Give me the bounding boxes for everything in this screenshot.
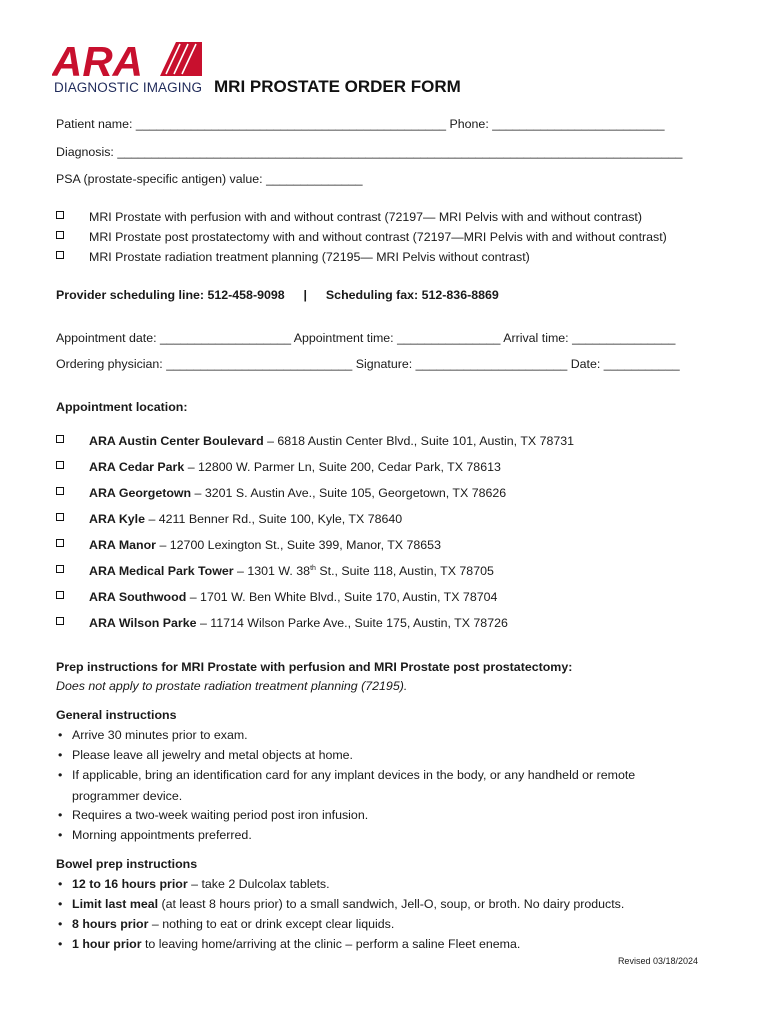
patient-row bbox=[56, 116, 665, 132]
appointment-date-label: Appointment date: bbox=[56, 331, 157, 345]
location-address: – 12800 W. Parmer Ln, Suite 200, Cedar Park, TX 78613 bbox=[184, 460, 501, 474]
location-address: – 12700 Lexington St., Suite 399, Manor, TX 78653 bbox=[156, 538, 441, 552]
location-item bbox=[89, 563, 494, 579]
diagnosis-field[interactable]: __________________________________________________________________________________ bbox=[117, 145, 683, 159]
arrival-time-label: Arrival time: bbox=[503, 331, 569, 345]
logo-subtitle: DIAGNOSTIC IMAGING bbox=[54, 80, 203, 95]
bowel-instruction-text: (at least 8 hours prior) to a small sandwich, Jell-O, soup, or broth. No dairy products. bbox=[158, 897, 625, 911]
location-item bbox=[89, 459, 501, 475]
prep-heading: Prep instructions for MRI Prostate with perfusion and MRI Prostate post prostatectomy: bbox=[56, 660, 573, 674]
exam-option-2-checkbox[interactable] bbox=[56, 231, 64, 239]
ordering-physician-label: Ordering physician: bbox=[56, 357, 163, 371]
page-title: MRI PROSTATE ORDER FORM bbox=[214, 77, 461, 96]
bowel-instruction-text: – take 2 Dulcolax tablets. bbox=[187, 877, 330, 891]
location-name: ARA Austin Center Boulevard bbox=[89, 434, 264, 448]
logo-stripes-icon bbox=[160, 42, 202, 76]
location-checkbox[interactable] bbox=[56, 565, 64, 573]
prep-note: Does not apply to prostate radiation treatment planning (72195). bbox=[56, 679, 408, 693]
appointment-date-field[interactable]: ___________________ bbox=[160, 331, 291, 345]
general-instruction: Please leave all jewelry and metal objects at home. bbox=[72, 748, 354, 762]
phone-label: Phone: bbox=[449, 117, 489, 131]
bowel-instruction bbox=[72, 936, 520, 952]
location-item bbox=[89, 485, 506, 501]
bowel-instruction bbox=[72, 876, 330, 892]
location-item bbox=[89, 589, 497, 605]
diagnosis-label: Diagnosis: bbox=[56, 145, 114, 159]
psa-field[interactable]: ______________ bbox=[266, 172, 363, 186]
general-instruction: If applicable, bring an identification card for any implant devices in the body, or any handheld or remote bbox=[72, 768, 636, 782]
exam-option-2: MRI Prostate post prostatectomy with and without contrast (72197—MRI Pelvis with and without contrast) bbox=[89, 230, 667, 244]
location-checkbox[interactable] bbox=[56, 591, 64, 599]
appointment-time-label: Appointment time: bbox=[293, 331, 394, 345]
scheduling-row bbox=[56, 287, 499, 303]
location-address: – 1301 W. 38 bbox=[233, 564, 311, 578]
general-instruction: Requires a two-week waiting period post iron infusion. bbox=[72, 808, 369, 822]
location-checkbox[interactable] bbox=[56, 539, 64, 547]
location-item bbox=[89, 537, 441, 553]
bowel-prep-heading: Bowel prep instructions bbox=[56, 857, 198, 871]
signature-label: Signature: bbox=[355, 357, 413, 371]
bullet-icon: • bbox=[58, 808, 63, 822]
scheduling-fax: Scheduling fax: 512-836-8869 bbox=[325, 288, 499, 302]
general-instruction: Morning appointments preferred. bbox=[72, 828, 252, 842]
bowel-instruction-text: – nothing to eat or drink except clear liquids. bbox=[148, 917, 395, 931]
location-name: ARA Cedar Park bbox=[89, 460, 185, 474]
patient-name-field[interactable]: _____________________________________________ bbox=[135, 117, 447, 131]
location-address: – 4211 Benner Rd., Suite 100, Kyle, TX 78640 bbox=[145, 512, 403, 526]
location-name: ARA Kyle bbox=[89, 512, 145, 526]
location-checkbox[interactable] bbox=[56, 435, 64, 443]
bowel-instruction bbox=[72, 896, 624, 912]
location-name: ARA Georgetown bbox=[89, 486, 192, 500]
revised-date: Revised 03/18/2024 bbox=[617, 956, 698, 966]
locations-heading: Appointment location: bbox=[56, 400, 188, 414]
appointment-row bbox=[56, 330, 675, 346]
location-name: ARA Southwood bbox=[89, 590, 187, 604]
location-address: – 1701 W. Ben White Blvd., Suite 170, Austin, TX 78704 bbox=[186, 590, 498, 604]
bullet-icon: • bbox=[58, 828, 63, 842]
psa-row bbox=[56, 171, 363, 187]
signature-field[interactable]: ______________________ bbox=[415, 357, 568, 371]
location-address: – 3201 S. Austin Ave., Suite 105, Georgetown, TX 78626 bbox=[191, 486, 507, 500]
location-address: St., Suite 118, Austin, TX 78705 bbox=[315, 564, 494, 578]
location-name: ARA Manor bbox=[89, 538, 156, 552]
arrival-time-field[interactable]: _______________ bbox=[572, 331, 676, 345]
appointment-time-field[interactable]: _______________ bbox=[397, 331, 501, 345]
location-name: ARA Wilson Parke bbox=[89, 616, 197, 630]
diagnosis-row bbox=[56, 144, 682, 160]
exam-option-3-checkbox[interactable] bbox=[56, 251, 64, 259]
location-checkbox[interactable] bbox=[56, 617, 64, 625]
bowel-instruction-bold: 8 hours prior bbox=[72, 917, 149, 931]
general-instruction: Arrive 30 minutes prior to exam. bbox=[72, 728, 248, 742]
phone-field[interactable]: _________________________ bbox=[492, 117, 665, 131]
general-instruction-continued: programmer device. bbox=[72, 789, 183, 803]
date-field[interactable]: ___________ bbox=[603, 357, 680, 371]
bullet-icon: • bbox=[58, 728, 63, 742]
location-item bbox=[89, 615, 508, 631]
location-checkbox[interactable] bbox=[56, 461, 64, 469]
bowel-instruction-bold: Limit last meal bbox=[72, 897, 159, 911]
exam-option-1: MRI Prostate with perfusion with and without contrast (72197— MRI Pelvis with and without contrast) bbox=[89, 210, 643, 224]
psa-label: PSA (prostate-specific antigen) value: bbox=[56, 172, 263, 186]
logo-wordmark: ARA bbox=[52, 40, 143, 85]
bowel-instruction bbox=[72, 916, 394, 932]
location-checkbox[interactable] bbox=[56, 487, 64, 495]
bowel-instruction-bold: 1 hour prior bbox=[72, 937, 142, 951]
physician-row bbox=[56, 356, 680, 372]
bullet-icon: • bbox=[58, 937, 63, 951]
bowel-instruction-bold: 12 to 16 hours prior bbox=[72, 877, 188, 891]
patient-name-label: Patient name: bbox=[56, 117, 133, 131]
ordering-physician-field[interactable]: ___________________________ bbox=[166, 357, 353, 371]
date-label: Date: bbox=[570, 357, 601, 371]
location-address: – 6818 Austin Center Blvd., Suite 101, Austin, TX 78731 bbox=[263, 434, 575, 448]
bullet-icon: • bbox=[58, 748, 63, 762]
scheduling-line: Provider scheduling line: 512-458-9098 bbox=[56, 288, 285, 302]
location-name: ARA Medical Park Tower bbox=[89, 564, 234, 578]
location-checkbox[interactable] bbox=[56, 513, 64, 521]
bullet-icon: • bbox=[58, 768, 63, 782]
bullet-icon: • bbox=[58, 917, 63, 931]
location-address: – 11714 Wilson Parke Ave., Suite 175, Austin, TX 78726 bbox=[196, 616, 508, 630]
exam-option-1-checkbox[interactable] bbox=[56, 211, 64, 219]
bullet-icon: • bbox=[58, 897, 63, 911]
exam-option-3: MRI Prostate radiation treatment planning (72195— MRI Pelvis without contrast) bbox=[89, 250, 530, 264]
bullet-icon: • bbox=[58, 877, 63, 891]
bowel-instruction-text: to leaving home/arriving at the clinic – perform a saline Fleet enema. bbox=[141, 937, 521, 951]
general-instructions-heading: General instructions bbox=[56, 708, 177, 722]
location-address-sup: th bbox=[310, 564, 316, 572]
location-item bbox=[89, 511, 402, 527]
location-item bbox=[89, 433, 574, 449]
scheduling-separator: | bbox=[303, 288, 308, 302]
